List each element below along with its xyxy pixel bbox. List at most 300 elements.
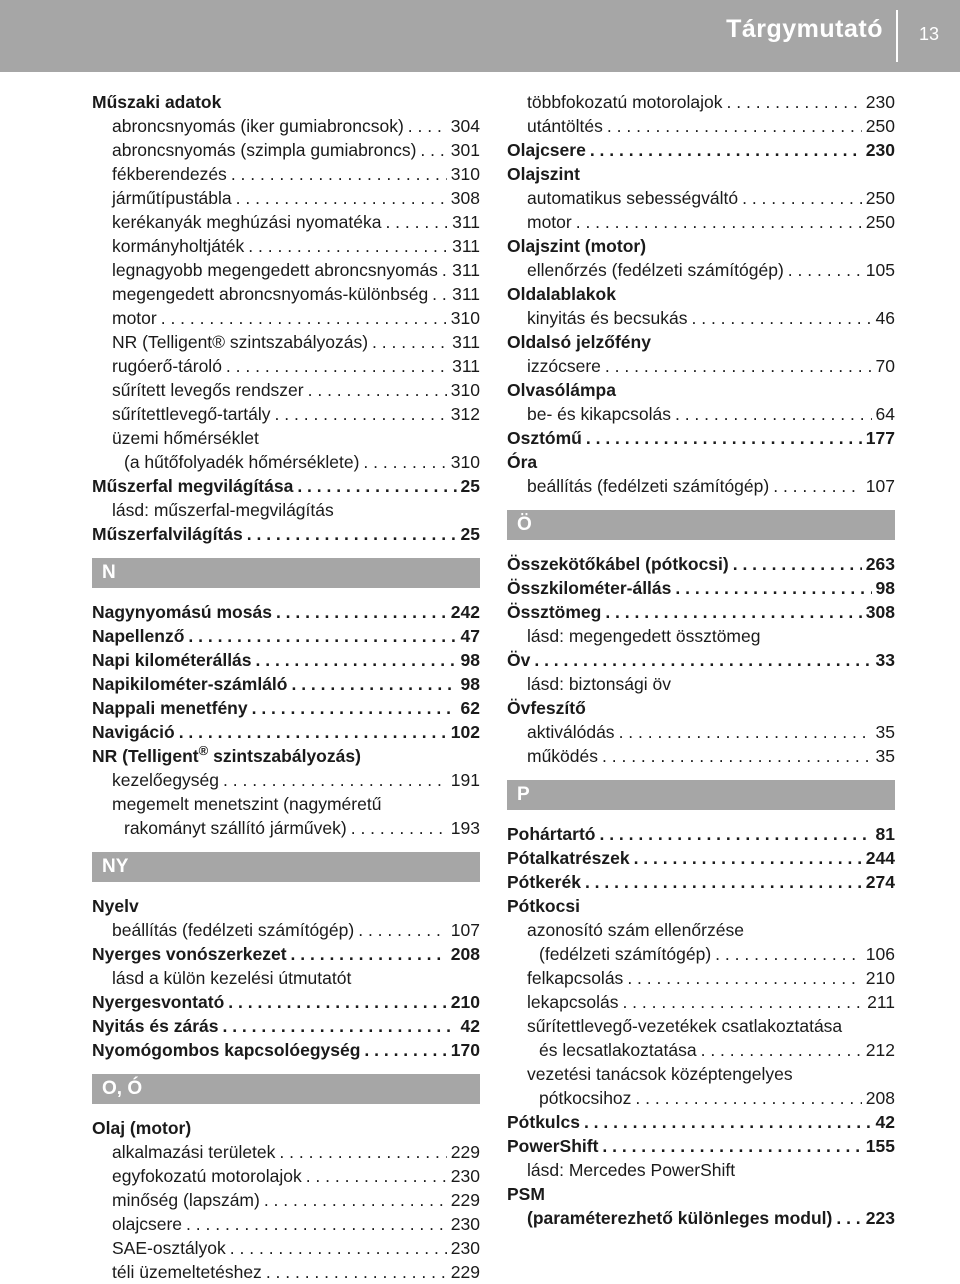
index-entry[interactable] [507, 720, 895, 744]
index-entry-page: 64 [875, 404, 895, 424]
index-entry[interactable] [92, 330, 480, 354]
index-entry-page: 308 [865, 602, 895, 622]
index-entry[interactable] [92, 306, 480, 330]
index-entry-text: (fedélzeti számítógép) [539, 944, 712, 964]
index-entry[interactable] [507, 426, 895, 450]
dot-leader [742, 186, 862, 210]
dot-leader [622, 990, 863, 1014]
dot-leader [222, 1014, 456, 1038]
index-entry-text: Osztómű [507, 428, 582, 448]
index-entry[interactable] [92, 1014, 480, 1038]
index-entry-text: kerékanyák meghúzási nyomatéka [112, 212, 382, 232]
index-entry-page: 35 [875, 746, 895, 766]
index-entry[interactable] [507, 114, 895, 138]
index-entry[interactable] [92, 696, 480, 720]
index-entry-page: 107 [450, 920, 480, 940]
index-entry-page: 177 [865, 428, 895, 448]
index-entry-text: felkapcsolás [527, 968, 624, 988]
index-entry[interactable] [92, 234, 480, 258]
index-heading-text: szintszabályozás) [208, 746, 361, 766]
index-entry[interactable] [507, 846, 895, 870]
dot-leader [188, 624, 456, 648]
dot-leader [585, 870, 862, 894]
dot-leader [692, 306, 872, 330]
index-entry-page: 211 [867, 992, 895, 1012]
dot-leader [161, 306, 447, 330]
index-entry-page: 170 [450, 1040, 480, 1060]
index-entry-page: 42 [460, 1016, 480, 1036]
index-entry[interactable] [507, 600, 895, 624]
index-entry-text: Óra [507, 452, 538, 472]
dot-leader [420, 138, 446, 162]
index-entry-text: Pótkulcs [507, 1112, 580, 1132]
index-entry[interactable] [92, 258, 480, 282]
index-entry-text: PSM [507, 1184, 545, 1204]
index-entry[interactable] [92, 768, 480, 792]
dot-leader [351, 816, 447, 840]
dot-leader [432, 282, 448, 306]
dot-leader [576, 210, 862, 234]
index-entry-text: és lecsatlakoztatása [539, 1040, 697, 1060]
index-entry-text: Napi kilométerállás [92, 650, 252, 670]
index-entry[interactable] [92, 210, 480, 234]
index-entry-page: 208 [450, 944, 480, 964]
index-entry[interactable] [92, 522, 480, 546]
dot-leader [276, 600, 447, 624]
index-entry[interactable] [92, 1188, 480, 1212]
dot-leader [248, 234, 448, 258]
dot-leader [605, 354, 872, 378]
index-entry[interactable] [92, 816, 480, 840]
dot-leader [602, 1134, 861, 1158]
index-entry-text: minőség (lapszám) [112, 1190, 260, 1210]
index-entry[interactable] [507, 210, 895, 234]
index-block [92, 1116, 480, 1284]
index-entry[interactable] [92, 1236, 480, 1260]
index-entry-text: Olajszint (motor) [507, 236, 647, 256]
index-entry-page: 250 [865, 116, 895, 136]
index-block [92, 768, 480, 840]
index-entry-text: Össztömeg [507, 602, 602, 622]
index-entry-page: 301 [450, 140, 480, 160]
index-entry[interactable] [92, 1164, 480, 1188]
dot-leader [275, 402, 447, 426]
dot-leader [599, 822, 871, 846]
index-block [92, 894, 480, 1062]
index-entry-text: lásd a külön kezelési útmutatót [112, 968, 352, 988]
index-block [92, 600, 480, 744]
index-entry[interactable] [507, 450, 895, 474]
index-entry-text: aktiválódás [527, 722, 615, 742]
index-entry-text: téli üzemeltetéshez [112, 1262, 262, 1282]
index-entry[interactable] [92, 600, 480, 624]
dot-leader [256, 648, 457, 672]
dot-leader [186, 1212, 447, 1236]
index-entry-page: 311 [452, 332, 480, 352]
dot-leader [584, 1110, 872, 1134]
index-entry-text: lásd: megengedett össztömeg [527, 626, 761, 646]
dot-leader [358, 918, 447, 942]
dot-leader [602, 744, 872, 768]
index-entry-page: 310 [450, 308, 480, 328]
index-entry[interactable] [507, 624, 895, 648]
dot-leader [385, 210, 448, 234]
index-entry[interactable] [507, 474, 895, 498]
index-entry-page: 230 [450, 1166, 480, 1186]
index-entry[interactable] [507, 306, 895, 330]
index-entry[interactable] [92, 918, 480, 942]
dot-leader [733, 552, 862, 576]
dot-leader [727, 90, 862, 114]
index-entry[interactable] [507, 1158, 895, 1182]
index-entry-text: járműtípustábla [112, 188, 232, 208]
index-entry-page: 25 [460, 476, 480, 496]
index-entry[interactable] [92, 648, 480, 672]
left-column [92, 90, 480, 1284]
index-entry-text: Nagynyomású mosás [92, 602, 272, 622]
index-entry[interactable] [507, 1062, 895, 1086]
index-entry-text: Övfeszítő [507, 698, 586, 718]
index-entry[interactable] [507, 1086, 895, 1110]
dot-leader [228, 990, 447, 1014]
index-entry-text: PowerShift [507, 1136, 599, 1156]
index-entry-text: megengedett abroncsnyomás-különbség [112, 284, 429, 304]
index-entry[interactable] [92, 966, 480, 990]
index-entry-page: 311 [452, 284, 480, 304]
index-entry[interactable] [507, 822, 895, 846]
index-entry-text: olajcsere [112, 1214, 183, 1234]
index-entry-text: kormányholtjáték [112, 236, 245, 256]
index-entry-text: megemelt menetszint (nagyméretű [112, 794, 382, 814]
index-entry-page: 230 [450, 1238, 480, 1258]
index-entry-text: automatikus sebességváltó [527, 188, 739, 208]
index-entry[interactable] [92, 1038, 480, 1062]
index-entry-text: alkalmazási területek [112, 1142, 276, 1162]
index-entry-text: Nyomógombos kapcsolóegység [92, 1040, 361, 1060]
index-entry[interactable] [507, 942, 895, 966]
index-entry-text: legnagyobb megengedett abroncsnyomás [112, 260, 438, 280]
index-entry[interactable] [92, 378, 480, 402]
index-entry[interactable] [92, 990, 480, 1014]
dot-leader [297, 474, 456, 498]
index-entry-page: 311 [452, 260, 480, 280]
index-entry-page: 311 [452, 356, 480, 376]
index-entry[interactable] [507, 918, 895, 942]
index-entry[interactable] [92, 354, 480, 378]
index-entry-text: Oldalablakok [507, 284, 616, 304]
section-header-o: O, Ó [92, 1074, 480, 1104]
index-entry-page: 46 [875, 308, 895, 328]
index-entry[interactable] [507, 648, 895, 672]
index-heading-text: NR (Telligent [92, 746, 199, 766]
index-entry-page: 105 [865, 260, 895, 280]
index-entry-page: 62 [460, 698, 480, 718]
index-entry-text: pótkocsihoz [539, 1088, 632, 1108]
index-entry-text: be- és kikapcsolás [527, 404, 671, 424]
index-entry-text: SAE-osztályok [112, 1238, 226, 1258]
index-entry-text: működés [527, 746, 599, 766]
index-entry-text: Összekötőkábel (pótkocsi) [507, 554, 729, 574]
dot-leader [627, 966, 861, 990]
index-entry-text: sűrített levegős rendszer [112, 380, 304, 400]
index-entry-page: 310 [450, 380, 480, 400]
dot-leader [442, 258, 448, 282]
registered-mark: ® [198, 743, 209, 759]
index-entry-page: 102 [450, 722, 480, 742]
index-entry-text: NR (Telligent® szintszabályozás) [112, 332, 369, 352]
index-entry-text: sűrítettlevegő-vezetékek csatlakoztatása [527, 1016, 843, 1036]
index-entry-text: Öv [507, 650, 531, 670]
index-entry-page: 70 [875, 356, 895, 376]
index-block [507, 552, 895, 768]
index-entry[interactable] [507, 1182, 895, 1206]
index-entry-page: 208 [865, 1088, 895, 1108]
index-entry[interactable] [507, 1206, 895, 1230]
index-entry-text: kezelőegység [112, 770, 220, 790]
dot-leader [586, 426, 862, 450]
dot-leader [788, 258, 862, 282]
index-entry[interactable] [507, 354, 895, 378]
dot-leader [223, 768, 447, 792]
index-entry-text: beállítás (fedélzeti számítógép) [112, 920, 355, 940]
index-entry[interactable] [507, 990, 895, 1014]
index-entry[interactable] [92, 1140, 480, 1164]
index-entry[interactable] [507, 576, 895, 600]
dot-leader [291, 672, 456, 696]
index-entry-page: 107 [865, 476, 895, 496]
index-entry-text: lásd: műszerfal-megvilágítás [112, 500, 334, 520]
dot-leader [226, 354, 448, 378]
index-entry-text: motor [112, 308, 157, 328]
index-block [92, 90, 480, 546]
index-entry[interactable] [92, 1116, 480, 1140]
index-entry[interactable] [507, 138, 895, 162]
index-entry-text: Műszerfalvilágítás [92, 524, 243, 544]
index-entry-page: 155 [865, 1136, 895, 1156]
index-block [507, 90, 895, 498]
index-entry[interactable] [507, 894, 895, 918]
index-entry-page: 229 [450, 1142, 480, 1162]
index-entry-text: Műszerfal megvilágítása [92, 476, 294, 496]
index-entry[interactable] [92, 1260, 480, 1284]
dot-leader [635, 1086, 861, 1110]
dot-leader [634, 846, 862, 870]
index-entry-text: többfokozatú motorolajok [527, 92, 723, 112]
index-entry[interactable] [92, 720, 480, 744]
dot-leader [306, 1164, 447, 1188]
index-entry-page: 81 [875, 824, 895, 844]
dot-leader [773, 474, 862, 498]
dot-leader [236, 186, 447, 210]
index-entry-text: lásd: biztonsági öv [527, 674, 671, 694]
index-entry-page: 191 [450, 770, 480, 790]
index-entry[interactable] [92, 624, 480, 648]
index-entry-page: 312 [450, 404, 480, 424]
dot-leader [372, 330, 448, 354]
index-entry[interactable] [507, 90, 895, 114]
index-entry[interactable] [92, 894, 480, 918]
index-entry[interactable] [507, 672, 895, 696]
index-entry[interactable] [507, 402, 895, 426]
index-block [507, 822, 895, 1230]
index-entry[interactable] [507, 258, 895, 282]
index-entry-page: 250 [865, 188, 895, 208]
dot-leader [534, 648, 871, 672]
index-entry-page: 98 [460, 650, 480, 670]
index-entry-text: üzemi hőmérséklet [112, 428, 259, 448]
index-entry-text: ellenőrzés (fedélzeti számítógép) [527, 260, 784, 280]
index-entry-text: Pohártartó [507, 824, 596, 844]
dot-leader [230, 1236, 447, 1260]
dot-leader [252, 696, 457, 720]
index-entry-page: 35 [875, 722, 895, 742]
index-entry-text: Napikilométer-számláló [92, 674, 288, 694]
dot-leader [308, 378, 447, 402]
index-entry-page: 210 [865, 968, 895, 988]
index-entry-page: 308 [450, 188, 480, 208]
index-entry-text: (a hűtőfolyadék hőmérséklete) [124, 452, 360, 472]
index-entry[interactable] [92, 402, 480, 426]
index-entry-text: vezetési tanácsok középtengelyes [527, 1064, 793, 1084]
index-heading-nr[interactable] [92, 744, 480, 768]
page-title: Tárgymutató [726, 15, 883, 43]
index-entry[interactable] [507, 696, 895, 720]
dot-leader [266, 1260, 447, 1284]
index-entry[interactable] [507, 552, 895, 576]
index-entry-page: 25 [460, 524, 480, 544]
index-entry-page: 244 [865, 848, 895, 868]
index-entry[interactable] [92, 1212, 480, 1236]
index-entry-text: Napellenző [92, 626, 185, 646]
index-entry[interactable] [507, 744, 895, 768]
index-entry-text: fékberendezés [112, 164, 227, 184]
dot-leader [836, 1206, 861, 1230]
index-entry[interactable] [507, 1038, 895, 1062]
index-entry-text: lásd: Mercedes PowerShift [527, 1160, 736, 1180]
index-entry[interactable] [507, 1014, 895, 1038]
index-entry-page: 230 [865, 140, 895, 160]
index-entry[interactable] [92, 942, 480, 966]
index-entry-text: Olvasólámpa [507, 380, 616, 400]
page-number: 13 [918, 24, 940, 44]
index-entry-text: sűrítettlevegő-tartály [112, 404, 271, 424]
dot-leader [619, 720, 872, 744]
dot-leader [675, 576, 871, 600]
index-entry[interactable] [507, 870, 895, 894]
index-entry[interactable] [507, 186, 895, 210]
index-entry[interactable] [507, 1110, 895, 1134]
index-entry-text: rugóerő-tároló [112, 356, 222, 376]
dot-leader [715, 942, 862, 966]
dot-leader [291, 942, 447, 966]
index-entry-page: 33 [875, 650, 895, 670]
index-entry-page: 193 [450, 818, 480, 838]
index-entry-page: 98 [460, 674, 480, 694]
dot-leader [363, 450, 446, 474]
index-entry-page: 106 [865, 944, 895, 964]
index-entry[interactable] [92, 162, 480, 186]
dot-leader [408, 114, 447, 138]
dot-leader [701, 1038, 862, 1062]
dot-leader [607, 114, 862, 138]
dot-leader [231, 162, 447, 186]
index-entry[interactable] [507, 966, 895, 990]
index-entry-text: Olaj (motor) [92, 1118, 192, 1138]
index-entry[interactable] [507, 234, 895, 258]
index-entry-text: egyfokozatú motorolajok [112, 1166, 302, 1186]
index-entry[interactable] [92, 186, 480, 210]
index-entry[interactable] [507, 162, 895, 186]
index-entry-page: 304 [450, 116, 480, 136]
index-entry-page: 47 [460, 626, 480, 646]
index-entry[interactable] [92, 138, 480, 162]
dot-leader [675, 402, 872, 426]
index-entry[interactable] [507, 282, 895, 306]
index-entry-text: motor [527, 212, 572, 232]
index-entry[interactable] [92, 792, 480, 816]
index-entry-page: 223 [865, 1208, 895, 1228]
index-entry-page: 230 [865, 92, 895, 112]
index-entry[interactable] [507, 330, 895, 354]
index-entry-text: Pótalkatrészek [507, 848, 630, 868]
index-entry-page: 250 [865, 212, 895, 232]
index-entry-text: abroncsnyomás (szimpla gumiabroncs) [112, 140, 417, 160]
index-entry-page: 98 [875, 578, 895, 598]
index-entry-text: Nyerges vonószerkezet [92, 944, 287, 964]
index-entry-page: 229 [450, 1262, 480, 1282]
index-entry-text: rakományt szállító járművek) [124, 818, 347, 838]
dot-leader [264, 1188, 447, 1212]
index-entry-text: kinyitás és becsukás [527, 308, 688, 328]
index-entry-text: azonosító szám ellenőrzése [527, 920, 744, 940]
index-entry-text: utántöltés [527, 116, 603, 136]
index-entry-page: 311 [452, 212, 480, 232]
index-entry-text: Pótkerék [507, 872, 581, 892]
index-entry[interactable] [92, 474, 480, 498]
index-entry-text: Nyergesvontató [92, 992, 225, 1012]
index-entry[interactable] [92, 498, 480, 522]
index-entry-text: Műszaki adatok [92, 92, 222, 112]
index-entry-text: abroncsnyomás (iker gumiabroncsok) [112, 116, 404, 136]
index-entry[interactable] [92, 90, 480, 114]
index-entry[interactable] [507, 378, 895, 402]
index-entry-text: Összkilométer-állás [507, 578, 672, 598]
index-entry-text: Nyitás és zárás [92, 1016, 219, 1036]
section-header-n: N [92, 558, 480, 588]
index-entry-text: lekapcsolás [527, 992, 619, 1012]
index-entry[interactable] [92, 282, 480, 306]
index-entry-page: 310 [450, 164, 480, 184]
index-entry-text: izzócsere [527, 356, 601, 376]
index-entry[interactable] [92, 426, 480, 450]
index-entry-page: 210 [450, 992, 480, 1012]
dot-leader [590, 138, 862, 162]
index-entry-text: Nappali menetfény [92, 698, 248, 718]
index-entry[interactable] [507, 1134, 895, 1158]
right-column [507, 90, 895, 1230]
section-header-ny: NY [92, 852, 480, 882]
index-entry-page: 263 [865, 554, 895, 574]
index-entry-page: 311 [452, 236, 480, 256]
index-entry-text: Navigáció [92, 722, 175, 742]
index-entry-text: (paraméterezhető különleges modul) [527, 1208, 833, 1228]
index-entry-text: beállítás (fedélzeti számítógép) [527, 476, 770, 496]
index-entry-page: 230 [450, 1214, 480, 1234]
index-entry[interactable] [92, 114, 480, 138]
index-entry[interactable] [92, 672, 480, 696]
index-entry-page: 274 [865, 872, 895, 892]
index-entry[interactable] [92, 450, 480, 474]
